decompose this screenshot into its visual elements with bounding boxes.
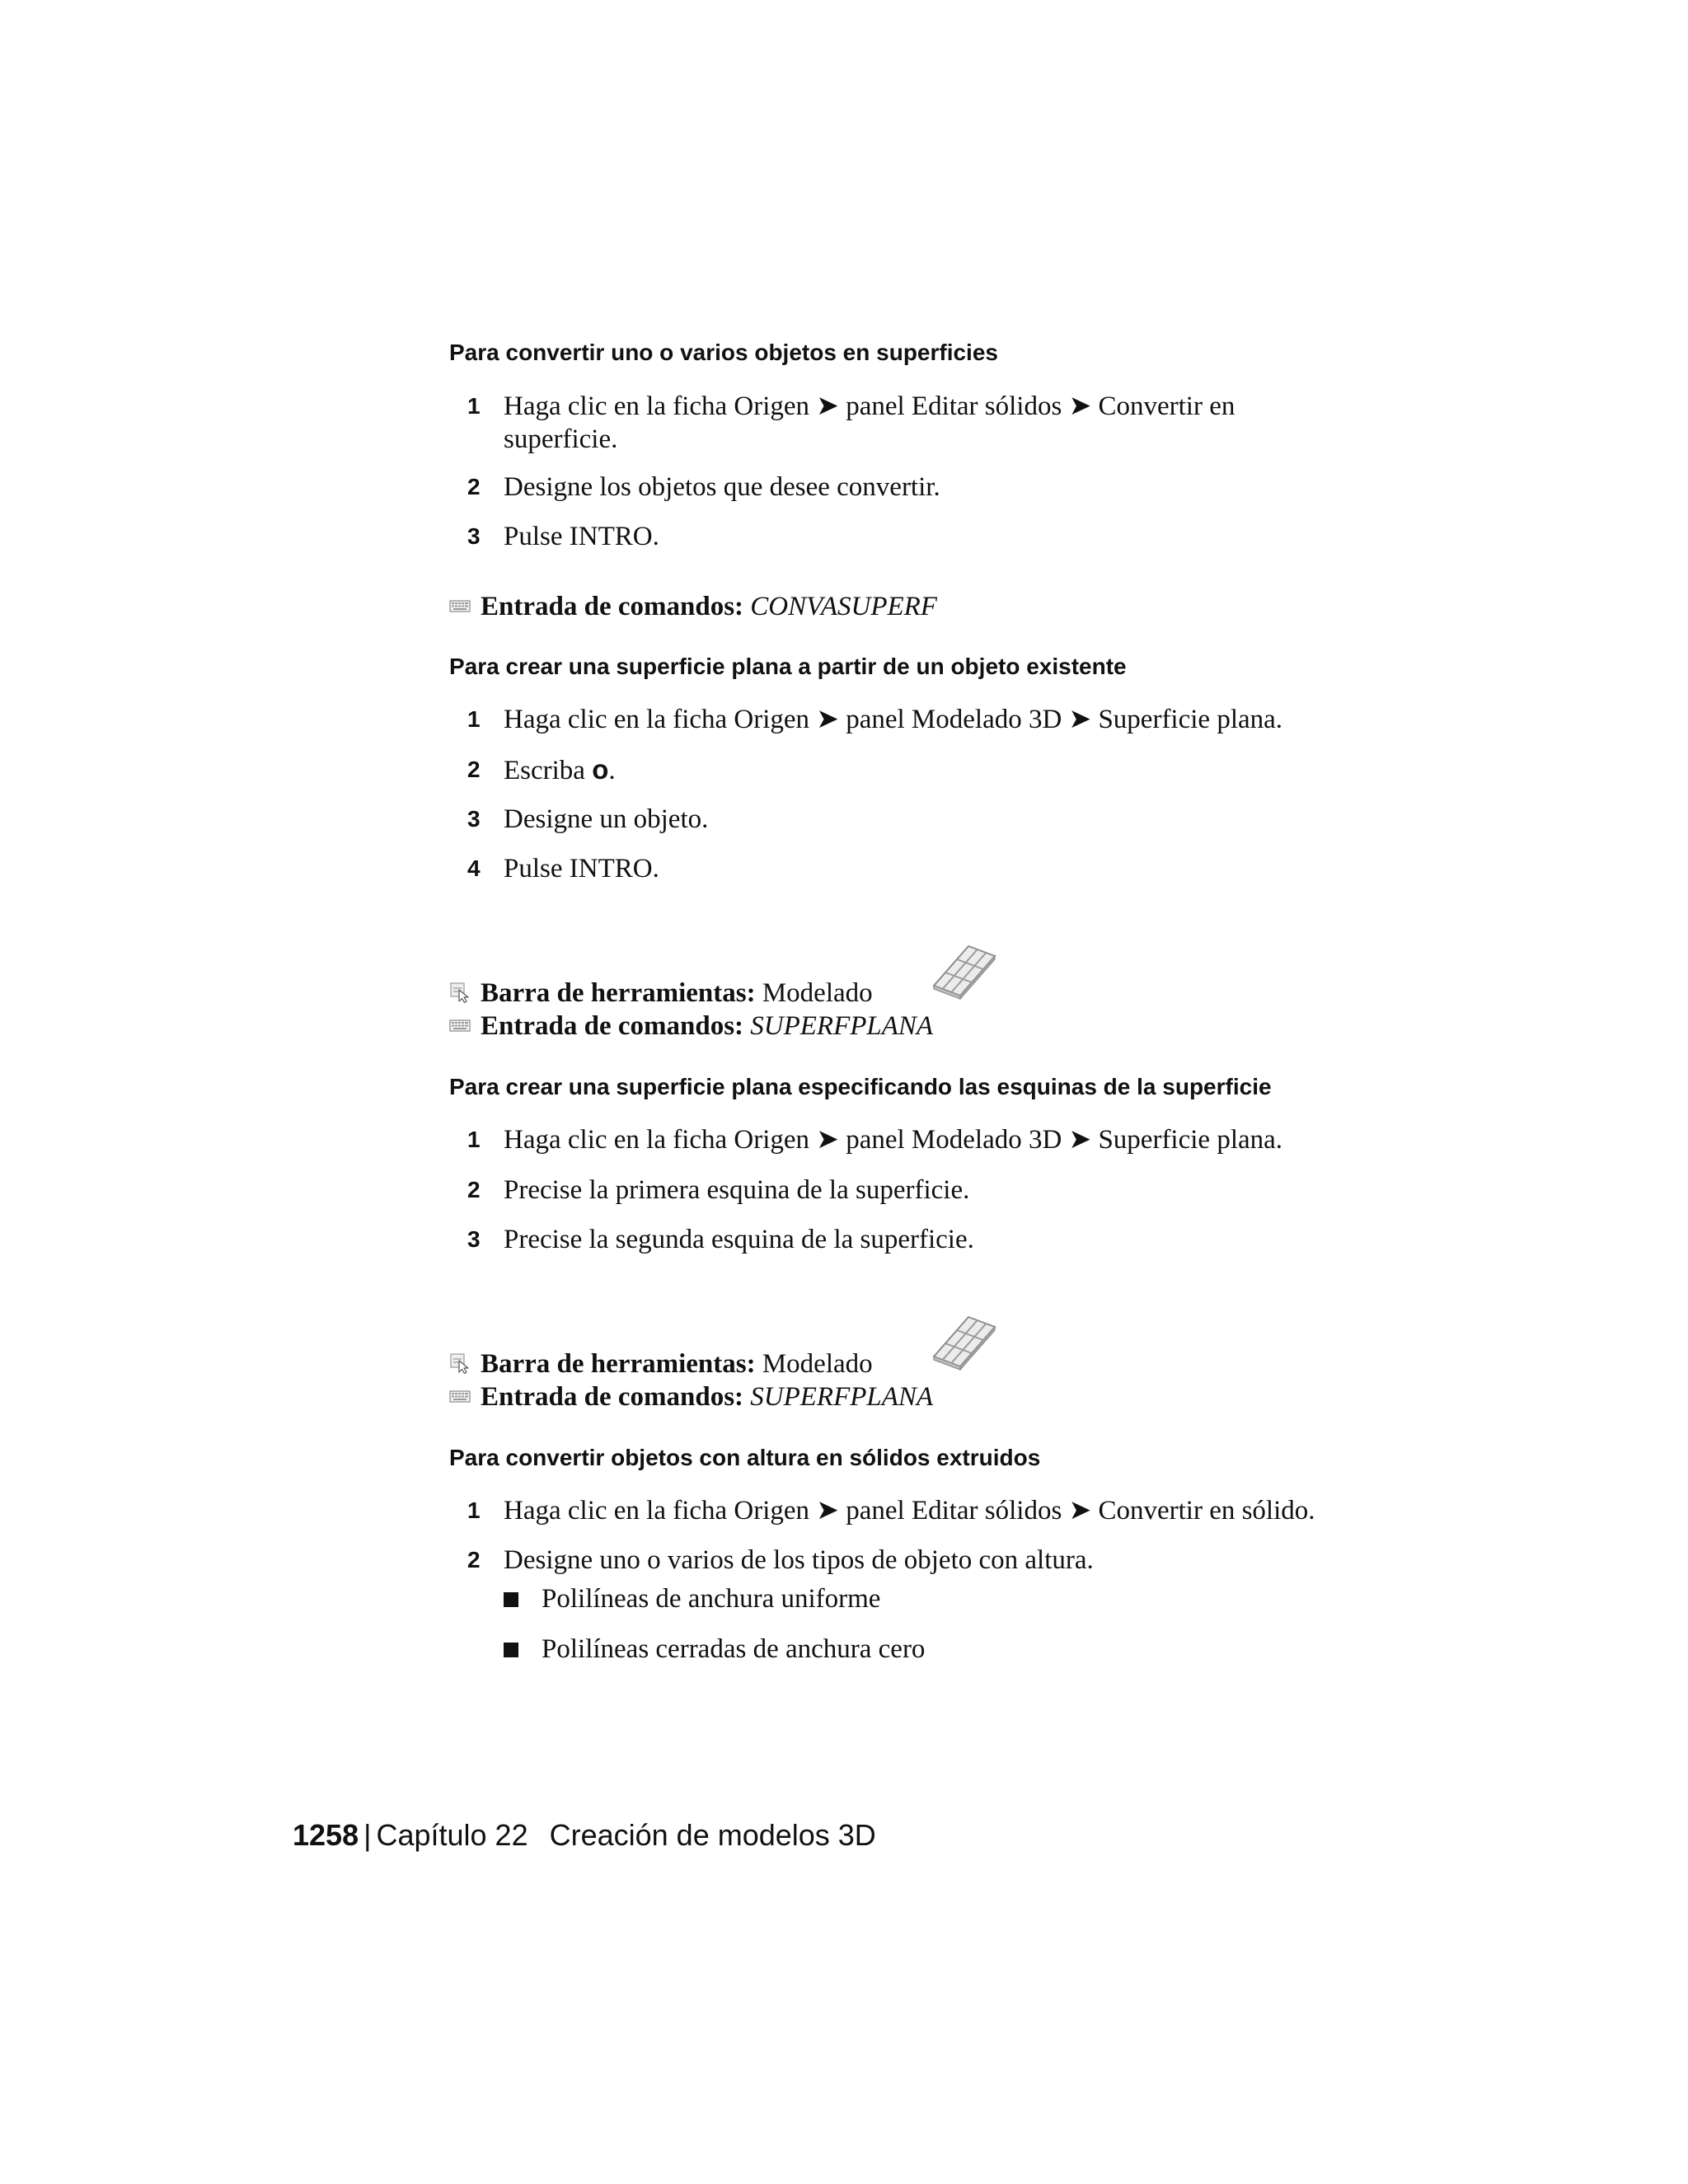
step-number: 4	[467, 855, 481, 881]
planar-surface-icon	[926, 936, 1000, 1002]
section-heading: Para convertir objetos con altura en sólidos extruidos	[449, 1445, 1041, 1470]
step-text: Precise la segunda esquina de la superficie.	[504, 1225, 974, 1254]
step-text-emphasis: o	[592, 754, 609, 785]
step-number: 2	[467, 757, 481, 782]
section-heading: Para crear una superficie plana a partir de un objeto existente	[449, 654, 1127, 679]
toolbar-value: Modelado	[762, 1349, 873, 1379]
step-text: Designe los objetos que desee convertir.	[504, 472, 940, 502]
step-text: Pulse INTRO.	[504, 854, 659, 883]
bullet-text: Polilíneas de anchura uniforme	[542, 1584, 881, 1614]
step-text: Designe uno o varios de los tipos de objeto con altura.	[504, 1545, 1094, 1575]
chapter-number: Capítulo 22	[376, 1818, 528, 1852]
command-value: SUPERFPLANA	[750, 1382, 934, 1412]
page-footer	[293, 1817, 876, 1854]
step-number: 1	[467, 393, 481, 419]
step-text: Precise la primera esquina de la superficie.	[504, 1175, 970, 1205]
bullet-text: Polilíneas cerradas de anchura cero	[542, 1634, 926, 1664]
chapter-title: Creación de modelos 3D	[549, 1818, 876, 1852]
planar-surface-icon	[926, 1307, 1000, 1373]
step-text: Haga clic en la ficha Origen ➤ panel Modelado 3D ➤ Superficie plana.	[504, 1125, 1283, 1155]
step-text	[504, 753, 1328, 787]
step-number: 1	[467, 1497, 481, 1523]
toolbar-value: Modelado	[762, 978, 873, 1008]
step-text-before: Escriba	[504, 756, 593, 785]
step-text: Designe un objeto.	[504, 804, 709, 834]
step-number: 2	[467, 1177, 481, 1202]
step-text: Pulse INTRO.	[504, 522, 659, 551]
section-heading: Para crear una superficie plana especificando las esquinas de la superficie	[449, 1074, 1272, 1099]
section-heading: Para convertir uno o varios objetos en superficies	[449, 340, 998, 365]
step-number: 3	[467, 806, 481, 832]
step-text: Haga clic en la ficha Origen ➤ panel Editar sólidos ➤ Convertir en sólido.	[504, 1496, 1315, 1526]
step-text: Haga clic en la ficha Origen ➤ panel Editar sólidos ➤ Convertir en superficie.	[504, 391, 1236, 454]
command-label: Entrada de comandos:	[481, 592, 744, 621]
bullet-square-icon	[504, 1592, 518, 1607]
command-label: Entrada de comandos:	[481, 1011, 744, 1041]
step-number: 2	[467, 474, 481, 499]
step-text: Haga clic en la ficha Origen ➤ panel Modelado 3D ➤ Superficie plana.	[504, 705, 1283, 734]
command-label: Entrada de comandos:	[481, 1382, 744, 1412]
toolbar-label: Barra de herramientas:	[481, 978, 756, 1008]
toolbar-pointer-icon	[449, 982, 471, 1003]
step-number: 1	[467, 1127, 481, 1152]
keyboard-icon	[449, 1385, 471, 1407]
step-text-after: .	[608, 756, 616, 785]
command-value: CONVASUPERF	[750, 592, 937, 621]
keyboard-icon	[449, 595, 471, 616]
bullet-square-icon	[504, 1643, 518, 1657]
step-number: 3	[467, 523, 481, 549]
page-number: 1258	[293, 1818, 359, 1852]
toolbar-label: Barra de herramientas:	[481, 1349, 756, 1379]
footer-separator: |	[363, 1818, 372, 1852]
step-number: 1	[467, 706, 481, 732]
command-value: SUPERFPLANA	[750, 1011, 934, 1041]
step-number: 3	[467, 1226, 481, 1252]
keyboard-icon	[449, 1015, 471, 1036]
toolbar-pointer-icon	[449, 1352, 471, 1374]
step-number: 2	[467, 1547, 481, 1572]
